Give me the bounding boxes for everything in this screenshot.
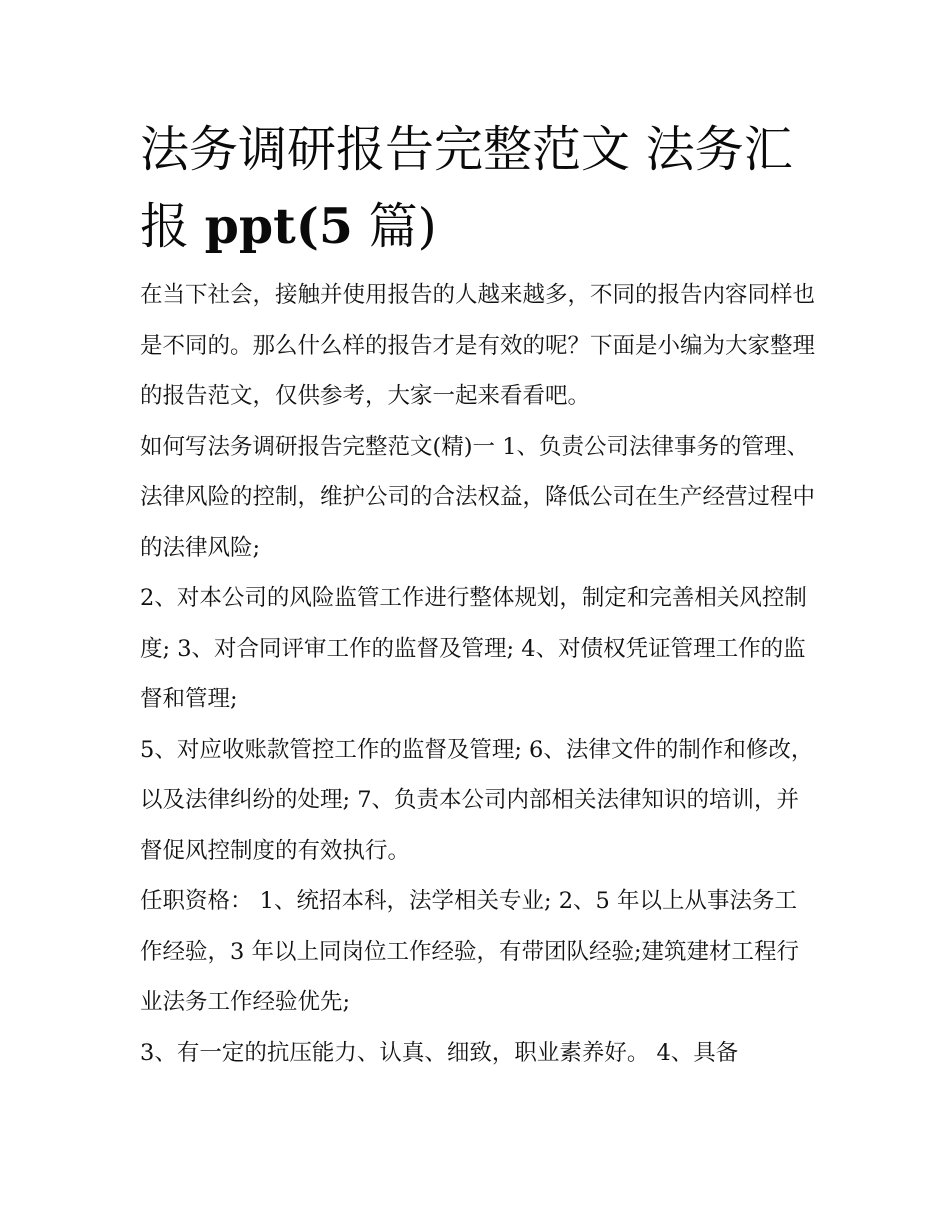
document-title: [140, 112, 815, 265]
document-body: [140, 270, 815, 1078]
document-content: [140, 112, 815, 1078]
title-suffix-text: 篇): [353, 198, 437, 255]
paragraph-duty-2-4: 2、对本公司的风险监管工作进行整体规划，制定和完善相关风控制度; 3、对合同评审工作的监督及管理; 4、对债权凭证管理工作的监督和管理;: [140, 585, 807, 712]
paragraph-qualifications-cont: 3、有一定的抗压能力、认真、细致，职业素养好。 4、具备: [140, 1039, 739, 1066]
paragraph-qualifications: 任职资格： 1、统招本科，法学相关专业; 2、5 年以上从事法务工作经验，3 年以上同岗位工作经验，有带团队经验;建筑建材工程行业法务工作经验优先;: [140, 888, 800, 1015]
title-bold-text: ppt(5: [204, 197, 354, 255]
paragraph-duty-5-7: 5、对应收账款管控工作的监督及管理; 6、法律文件的制作和修改，以及法律纠纷的处理; 7、负责本公司内部相关法律知识的培训，并督促风控制度的有效执行。: [140, 736, 814, 864]
title-text: 法务调研报告完整范文 法务汇报: [140, 121, 793, 255]
paragraph-duty-1: 如何写法务调研报告完整范文(精)一 1、负责公司法律事务的管理、法律风险的控制，维护公司的合法权益，降低公司在生产经营过程中的法律风险;: [140, 433, 816, 561]
paragraph-intro: 在当下社会，接触并使用报告的人越来越多，不同的报告内容同样也是不同的。那么什么样的报告才是有效的呢？下面是小编为大家整理的报告范文，仅供参考，大家一起来看看吧。: [140, 282, 816, 409]
